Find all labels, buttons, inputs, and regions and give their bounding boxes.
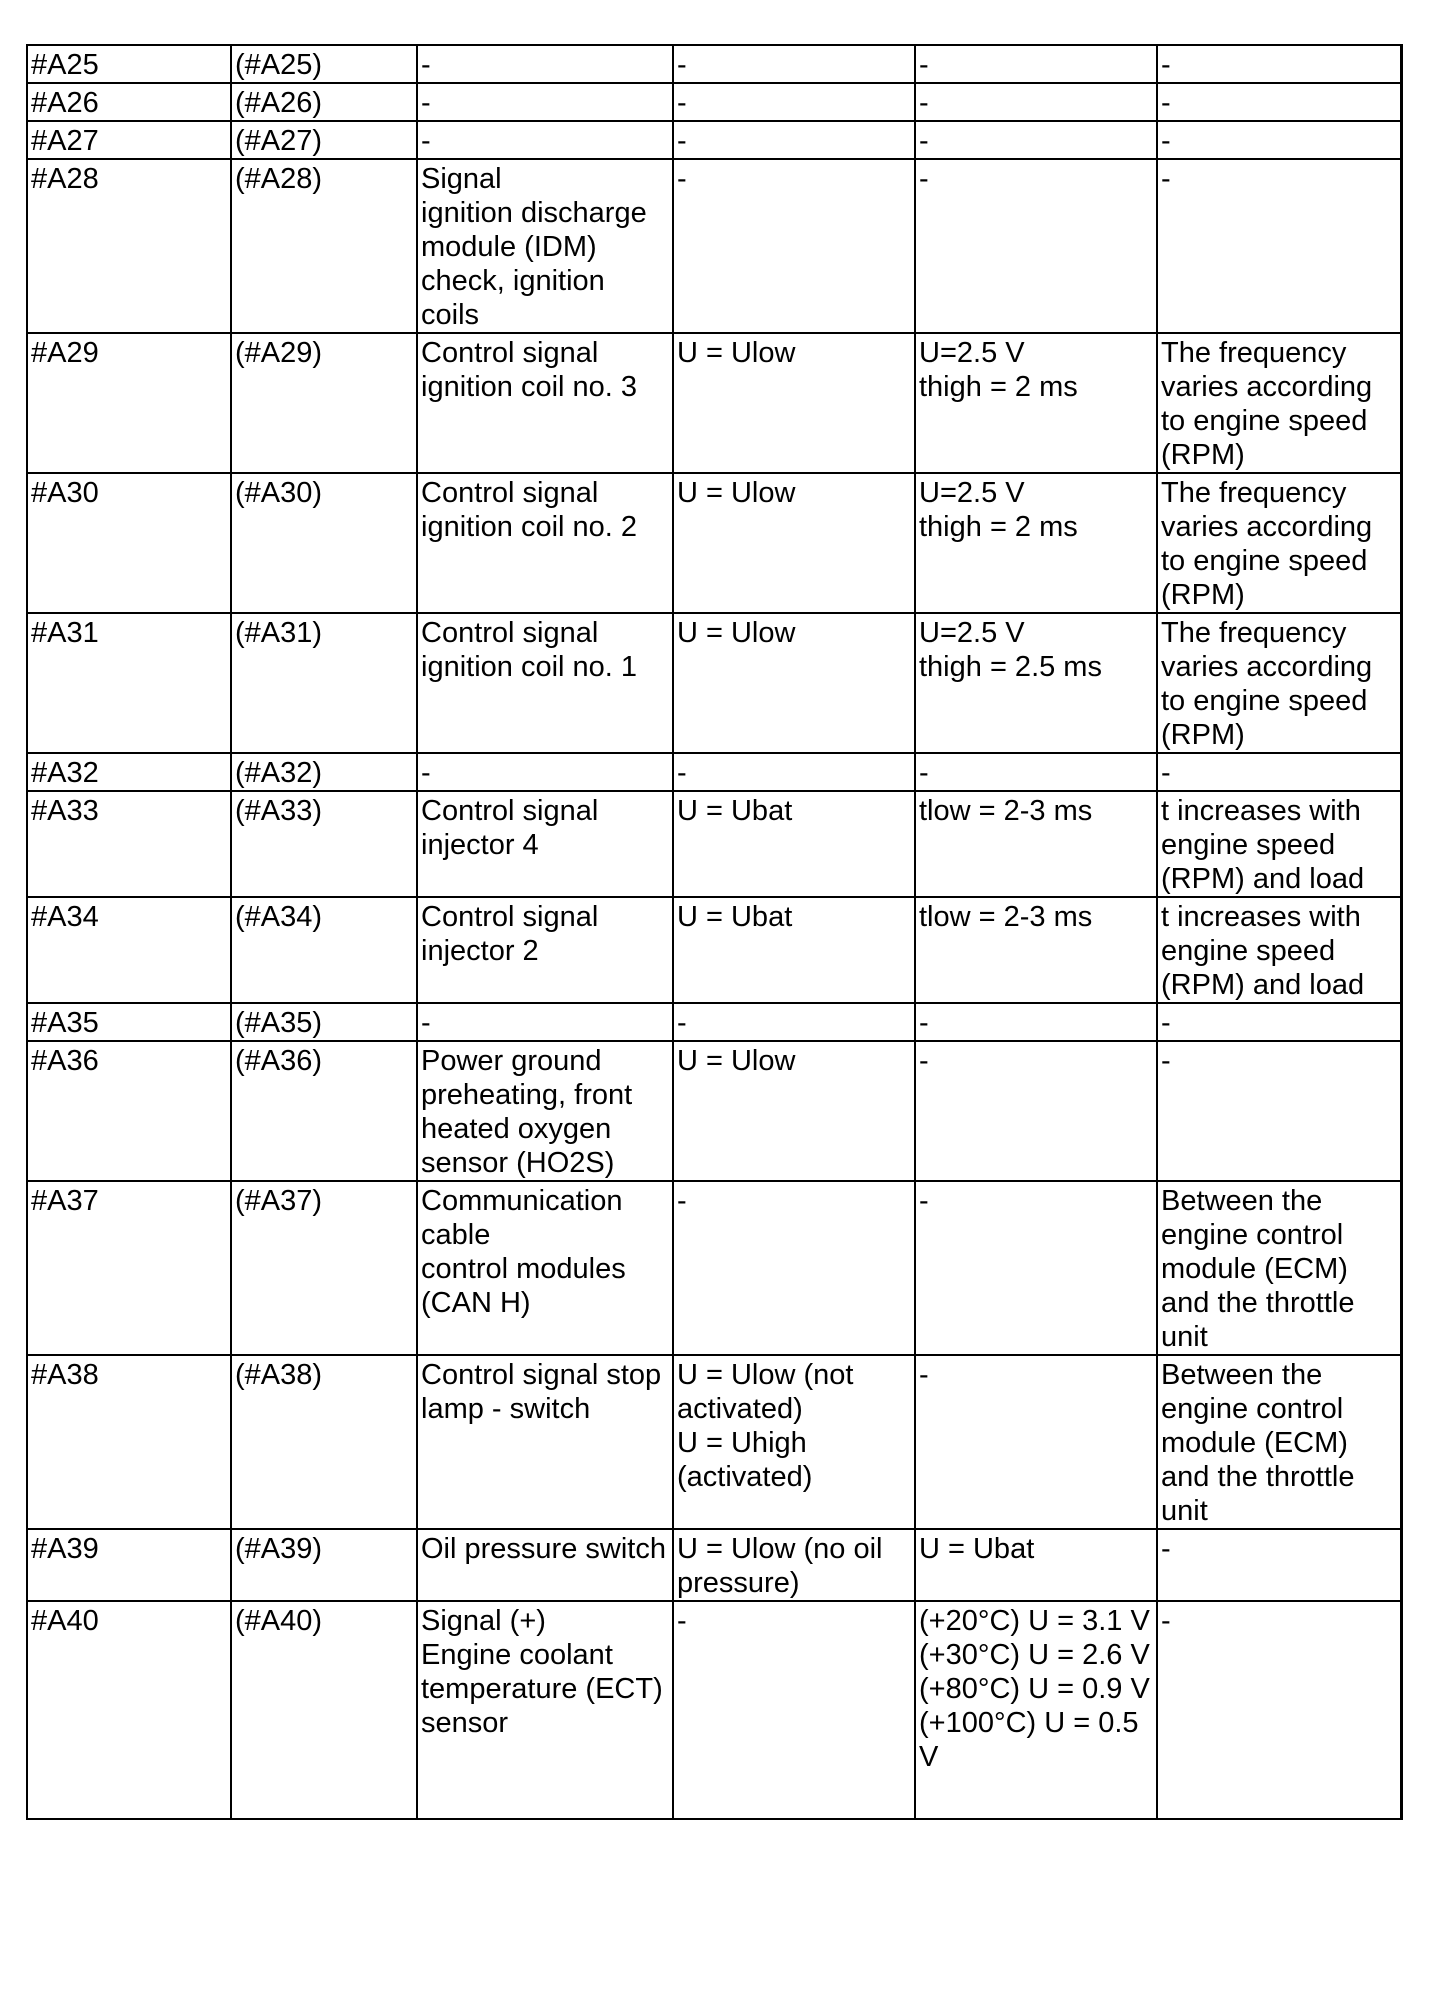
description-cell: Control signal ignition coil no. 2 (417, 473, 673, 613)
table-row (27, 897, 1401, 1003)
table-row (27, 45, 1401, 83)
table-row (27, 333, 1401, 473)
description-cell: Signal ignition discharge module (IDM) check, ignition coils (417, 159, 673, 333)
table-row (27, 1529, 1401, 1601)
pin-cell: #A25 (27, 45, 231, 83)
description-cell: - (417, 753, 673, 791)
description-cell: - (417, 121, 673, 159)
value1-cell: U = Ubat (673, 791, 915, 897)
value2-cell: - (915, 83, 1157, 121)
pin-table-body (27, 45, 1401, 1819)
table-row (27, 83, 1401, 121)
value2-cell: - (915, 1003, 1157, 1041)
description-cell: Communication cable control modules (CAN H) (417, 1181, 673, 1355)
note-cell: - (1157, 83, 1401, 121)
value2-cell: - (915, 121, 1157, 159)
description-cell: Control signal stop lamp - switch (417, 1355, 673, 1529)
table-row (27, 1003, 1401, 1041)
value1-cell: U = Ulow (no oil pressure) (673, 1529, 915, 1601)
ref-cell: (#A40) (231, 1601, 417, 1819)
value2-cell: tlow = 2-3 ms (915, 791, 1157, 897)
note-cell: - (1157, 121, 1401, 159)
ref-cell: (#A34) (231, 897, 417, 1003)
value1-cell: - (673, 1003, 915, 1041)
value2-cell: - (915, 753, 1157, 791)
value2-cell: U=2.5 V thigh = 2 ms (915, 473, 1157, 613)
value1-cell: - (673, 121, 915, 159)
table-row (27, 473, 1401, 613)
value2-cell: U = Ubat (915, 1529, 1157, 1601)
note-cell: - (1157, 1529, 1401, 1601)
ref-cell: (#A36) (231, 1041, 417, 1181)
pin-cell: #A36 (27, 1041, 231, 1181)
value2-cell: - (915, 1041, 1157, 1181)
pin-cell: #A29 (27, 333, 231, 473)
table-row (27, 159, 1401, 333)
ref-cell: (#A33) (231, 791, 417, 897)
note-cell: The frequency varies according to engine speed (RPM) (1157, 473, 1401, 613)
description-cell: Control signal ignition coil no. 3 (417, 333, 673, 473)
ref-cell: (#A38) (231, 1355, 417, 1529)
description-cell: - (417, 45, 673, 83)
pin-cell: #A26 (27, 83, 231, 121)
pin-cell: #A34 (27, 897, 231, 1003)
ref-cell: (#A28) (231, 159, 417, 333)
note-cell: Between the engine control module (ECM) and the throttle unit (1157, 1181, 1401, 1355)
table-row (27, 1601, 1401, 1819)
table-row (27, 791, 1401, 897)
table-row (27, 1355, 1401, 1529)
description-cell: Power ground preheating, front heated oxygen sensor (HO2S) (417, 1041, 673, 1181)
table-row (27, 121, 1401, 159)
value1-cell: U = Ulow (not activated) U = Uhigh (activated) (673, 1355, 915, 1529)
value1-cell: U = Ulow (673, 333, 915, 473)
ref-cell: (#A35) (231, 1003, 417, 1041)
table-row (27, 613, 1401, 753)
value1-cell: - (673, 159, 915, 333)
description-cell: Control signal ignition coil no. 1 (417, 613, 673, 753)
pin-cell: #A39 (27, 1529, 231, 1601)
value1-cell: - (673, 83, 915, 121)
value2-cell: tlow = 2-3 ms (915, 897, 1157, 1003)
note-cell: - (1157, 753, 1401, 791)
value1-cell: U = Ulow (673, 473, 915, 613)
note-cell: - (1157, 159, 1401, 333)
note-cell: The frequency varies according to engine speed (RPM) (1157, 333, 1401, 473)
note-cell: Between the engine control module (ECM) and the throttle unit (1157, 1355, 1401, 1529)
description-cell: - (417, 83, 673, 121)
value2-cell: U=2.5 V thigh = 2 ms (915, 333, 1157, 473)
ref-cell: (#A30) (231, 473, 417, 613)
ref-cell: (#A29) (231, 333, 417, 473)
table-row (27, 1041, 1401, 1181)
description-cell: Signal (+) Engine coolant temperature (ECT) sensor (417, 1601, 673, 1819)
note-cell: t increases with engine speed (RPM) and load (1157, 897, 1401, 1003)
ref-cell: (#A26) (231, 83, 417, 121)
pin-cell: #A30 (27, 473, 231, 613)
value2-cell: - (915, 45, 1157, 83)
pin-cell: #A32 (27, 753, 231, 791)
table-row (27, 753, 1401, 791)
description-cell: Control signal injector 4 (417, 791, 673, 897)
description-cell: - (417, 1003, 673, 1041)
value2-cell: (+20°C) U = 3.1 V (+30°C) U = 2.6 V (+80°C) U = 0.9 V (+100°C) U = 0.5 V (915, 1601, 1157, 1819)
note-cell: t increases with engine speed (RPM) and load (1157, 791, 1401, 897)
value1-cell: - (673, 753, 915, 791)
pin-cell: #A38 (27, 1355, 231, 1529)
pin-cell: #A27 (27, 121, 231, 159)
value1-cell: - (673, 1181, 915, 1355)
value1-cell: - (673, 1601, 915, 1819)
pin-cell: #A28 (27, 159, 231, 333)
note-cell: - (1157, 1601, 1401, 1819)
note-cell: - (1157, 1041, 1401, 1181)
pin-table (26, 44, 1403, 1820)
pin-cell: #A35 (27, 1003, 231, 1041)
pin-cell: #A40 (27, 1601, 231, 1819)
value2-cell: - (915, 1355, 1157, 1529)
note-cell: - (1157, 45, 1401, 83)
pin-cell: #A33 (27, 791, 231, 897)
value1-cell: U = Ulow (673, 1041, 915, 1181)
ref-cell: (#A39) (231, 1529, 417, 1601)
note-cell: The frequency varies according to engine speed (RPM) (1157, 613, 1401, 753)
description-cell: Oil pressure switch (417, 1529, 673, 1601)
value1-cell: - (673, 45, 915, 83)
value2-cell: U=2.5 V thigh = 2.5 ms (915, 613, 1157, 753)
description-cell: Control signal injector 2 (417, 897, 673, 1003)
ref-cell: (#A31) (231, 613, 417, 753)
note-cell: - (1157, 1003, 1401, 1041)
value2-cell: - (915, 1181, 1157, 1355)
value1-cell: U = Ulow (673, 613, 915, 753)
pin-cell: #A31 (27, 613, 231, 753)
ref-cell: (#A27) (231, 121, 417, 159)
ref-cell: (#A37) (231, 1181, 417, 1355)
value2-cell: - (915, 159, 1157, 333)
ref-cell: (#A32) (231, 753, 417, 791)
pin-cell: #A37 (27, 1181, 231, 1355)
value1-cell: U = Ubat (673, 897, 915, 1003)
table-row (27, 1181, 1401, 1355)
ref-cell: (#A25) (231, 45, 417, 83)
